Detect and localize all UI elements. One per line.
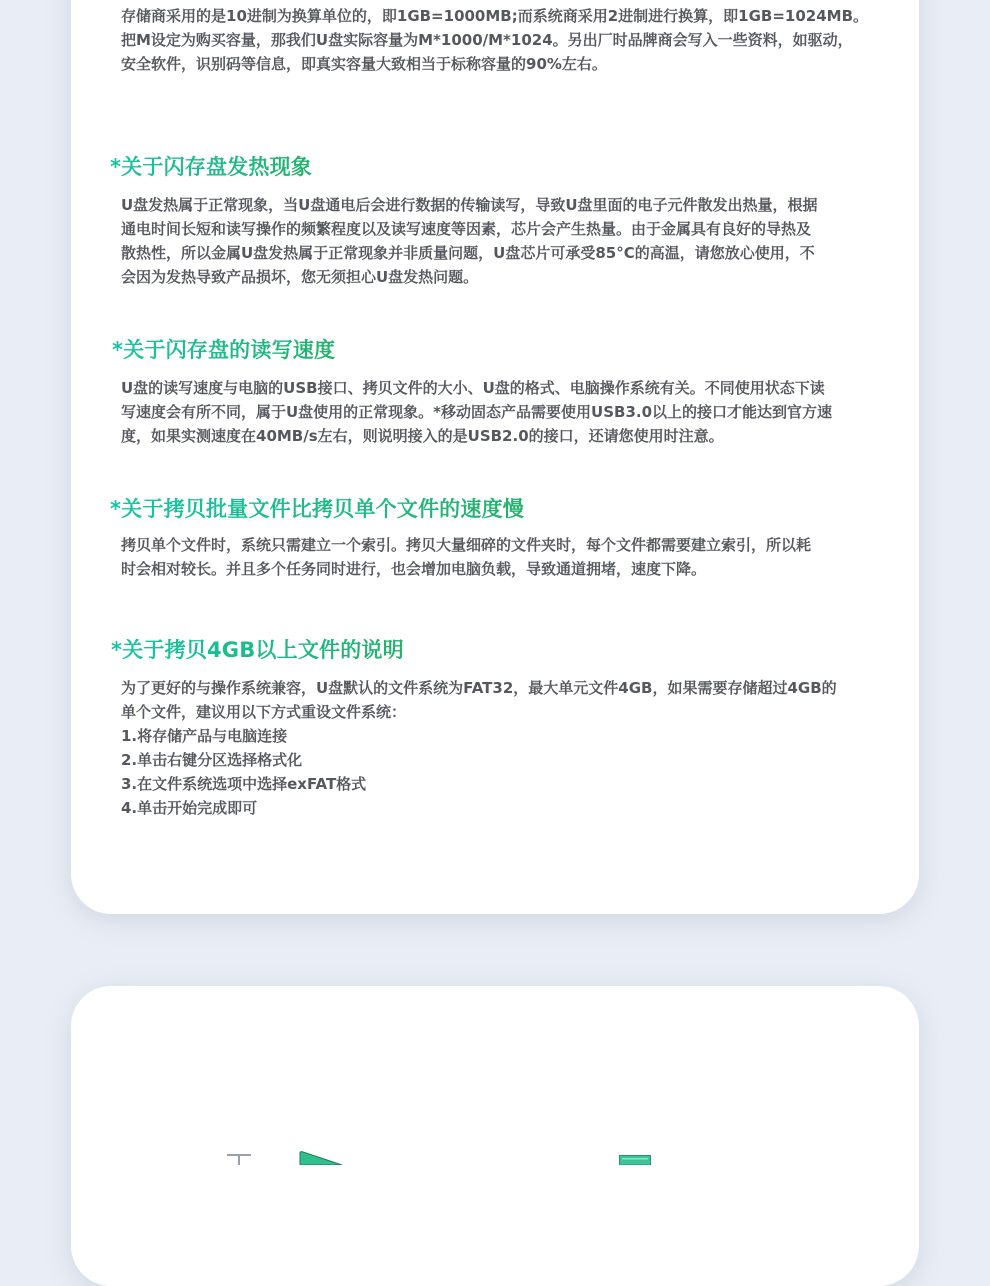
speed-paragraph (121, 376, 873, 448)
paragraph-line: 通电时间长短和读写操作的频繁程度以及读写速度等因素，芯片会产生热量。由于金属具有良好的导热及 (121, 220, 812, 238)
paragraph-line: 写速度会有所不同，属于U盘使用的正常现象。*移动固态产品需要使用USB3.0以上的接口才能达到官方速 (121, 403, 833, 421)
paragraph-line: 会因为发热导致产品损坏，您无须担心U盘发热问题。 (121, 268, 479, 286)
paragraph-line: U盘的读写速度与电脑的USB接口、拷贝文件的大小、U盘的格式、电脑操作系统有关。不同使用状态下读 (121, 379, 825, 397)
paragraph-line: 把M设定为购买容量，那我们U盘实际容量为M*1000/M*1024。另出厂时品牌商会写入一些资料，如驱动， (121, 31, 853, 49)
heading-batch-copy: *关于拷贝批量文件比拷贝单个文件的速度慢 (110, 493, 524, 523)
heading-speed: *关于闪存盘的读写速度 (112, 334, 335, 364)
heat-paragraph (121, 193, 873, 289)
usb-connector-icon (226, 1152, 252, 1165)
paragraph-line: 拷贝单个文件时，系统只需建立一个索引。拷贝大量细碎的文件夹时，每个文件都需要建立索引，所以耗 (121, 536, 812, 554)
paragraph-line: 安全软件，识别码等信息，即真实容量大致相当于标称容量的90%左右。 (121, 55, 607, 73)
heading-heat: *关于闪存盘发热现象 (110, 151, 312, 181)
paragraph-line: 单个文件，建议用以下方式重设文件系统： (121, 703, 407, 721)
paragraph-line: U盘发热属于正常现象，当U盘通电后会进行数据的传输读写，导致U盘里面的电子元件散发出热量，根据 (121, 196, 818, 214)
format-steps-list (121, 724, 366, 820)
heading-4gb-files: *关于拷贝4GB以上文件的说明 (111, 634, 404, 664)
green-device-icon (619, 1155, 651, 1165)
paragraph-line: 时会相对较长。并且多个任务同时进行，也会增加电脑负载，导致通道拥堵，速度下降。 (121, 560, 707, 578)
paragraph-line: 度，如果实测速度在40MB/s左右，则说明接入的是USB2.0的接口，还请您使用时注意。 (121, 427, 724, 445)
list-item: 4.单击开始完成即可 (121, 799, 258, 817)
list-item: 2.单击右键分区选择格式化 (121, 751, 303, 769)
green-drive-icon (298, 1151, 344, 1165)
capacity-paragraph (121, 4, 873, 76)
4gb-paragraph (121, 676, 873, 724)
paragraph-line: 为了更好的与操作系统兼容，U盘默认的文件系统为FAT32，最大单元文件4GB，如果需要存储超过4GB的 (121, 679, 837, 697)
list-item: 3.在文件系统选项中选择exFAT格式 (121, 775, 367, 793)
next-card (71, 986, 919, 1286)
list-item: 1.将存储产品与电脑连接 (121, 727, 288, 745)
batch-copy-paragraph (121, 533, 873, 581)
paragraph-line: 散热性，所以金属U盘发热属于正常现象并非质量问题，U盘芯片可承受85°C的高温，请您放心使用，不 (121, 244, 815, 262)
paragraph-line: 存储商采用的是10进制为换算单位的，即1GB=1000MB;而系统商采用2进制进行换算，即1GB=1024MB。 (121, 7, 869, 25)
